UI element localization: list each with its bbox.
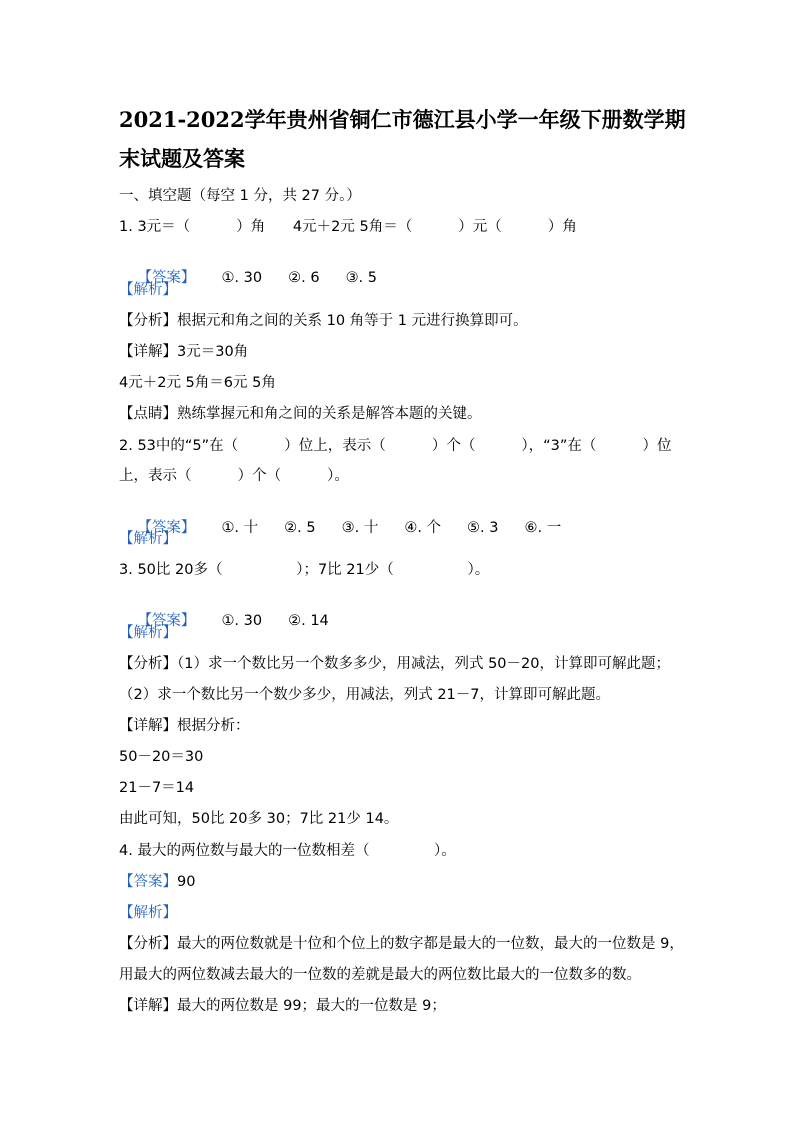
dianjing-tag: 【点睛】 — [119, 406, 177, 422]
answer-item: ①. 30 — [221, 270, 263, 286]
dianjing-text: 熟练掌握元和角之间的关系是解答本题的关键。 — [177, 406, 482, 422]
fenxi-text: （1）求一个数比另一个数多多少，用减法，列式 50－20，计算即可解此题； — [177, 656, 670, 672]
q1-dianjing — [119, 404, 679, 424]
question-1: 1. 3元＝（ ）角 4元＋2元 5角＝（ ）元（ ）角 — [119, 219, 577, 235]
answer-tag: 【答案】 — [137, 270, 196, 286]
xiangjie-text: 根据分析： — [177, 718, 250, 734]
answer-item: ④. 个 — [404, 520, 442, 536]
answer-item: ②. 5 — [284, 520, 316, 536]
answer-item: ②. 14 — [288, 613, 329, 629]
xiangjie-text: 最大的两位数是 99；最大的一位数是 9； — [177, 998, 446, 1014]
answer-item: ③. 5 — [345, 270, 378, 286]
answer-item: ⑤. 3 — [467, 520, 499, 536]
fenxi-text: 根据元和角之间的关系 10 角等于 1 元进行换算即可。 — [177, 313, 528, 329]
fenxi-text: 最大的两位数就是十位和个位上的数字都是最大的一位数，最大的一位数是 9， — [177, 936, 684, 952]
answer-2 — [119, 498, 679, 558]
answer-tag: 【答案】 — [137, 520, 196, 536]
fenxi-tag: 【分析】 — [119, 313, 177, 329]
question-2-line-2: 上，表示（ ）个（ ）。 — [119, 468, 349, 484]
answer-item: ①. 十 — [221, 520, 259, 536]
question-4: 4. 最大的两位数与最大的一位数相差（ ）。 — [119, 843, 456, 859]
answer-item: ⑥. 一 — [524, 520, 562, 536]
analysis-tag: 【解析】 — [119, 282, 177, 298]
answer-item: ③. 十 — [341, 520, 379, 536]
q3-calc-1: 50－20＝30 — [119, 749, 204, 765]
q1-line2: 4元＋2元 5角＝6元 5角 — [119, 375, 276, 391]
xiangjie-tag: 【详解】 — [119, 344, 177, 360]
q3-fenxi — [119, 654, 679, 674]
answer-item: ②. 6 — [288, 270, 320, 286]
q3-fenxi-2: （2）求一个数比另一个数少多少，用减法，列式 21－7，计算即可解此题。 — [119, 687, 611, 703]
q4-fenxi-2: 用最大的两位数减去最大的一位数的差就是最大的两位数比最大的一位数多的数。 — [119, 967, 641, 983]
xiangjie-tag: 【详解】 — [119, 998, 177, 1014]
q3-xiangjie — [119, 716, 679, 736]
xiangjie-tag: 【详解】 — [119, 718, 177, 734]
answer-item: ①. 30 — [221, 613, 263, 629]
answer-tag: 【答案】 — [137, 613, 196, 629]
question-2-line-1: 2. 53中的“5”在（ ）位上，表示（ ）个（ ），“3”在（ ）位 — [119, 438, 672, 454]
fenxi-tag: 【分析】 — [119, 936, 177, 952]
q3-conclusion: 由此可知，50比 20多 30；7比 21少 14。 — [119, 811, 399, 827]
q1-fenxi — [119, 311, 679, 331]
answer-item: 90 — [177, 874, 196, 890]
doc-title-line-1: 2021-2022学年贵州省铜仁市德江县小学一年级下册数学期 — [119, 107, 686, 132]
analysis-tag: 【解析】 — [119, 625, 177, 641]
analysis-tag: 【解析】 — [119, 531, 177, 547]
q4-fenxi — [119, 934, 684, 954]
answer-tag: 【答案】 — [119, 874, 177, 890]
xiangjie-text: 3元＝30角 — [177, 344, 249, 360]
q4-xiangjie — [119, 996, 679, 1016]
q3-calc-2: 21－7＝14 — [119, 780, 195, 796]
analysis-tag: 【解析】 — [119, 905, 177, 921]
answer-4 — [119, 872, 679, 892]
q1-xiangjie — [119, 342, 679, 362]
fenxi-tag: 【分析】 — [119, 656, 177, 672]
section-heading: 一、填空题（每空 1 分，共 27 分。） — [119, 188, 361, 204]
question-3: 3. 50比 20多（ ）；7比 21少（ ）。 — [119, 562, 490, 578]
doc-title-line-2: 末试题及答案 — [119, 146, 245, 171]
